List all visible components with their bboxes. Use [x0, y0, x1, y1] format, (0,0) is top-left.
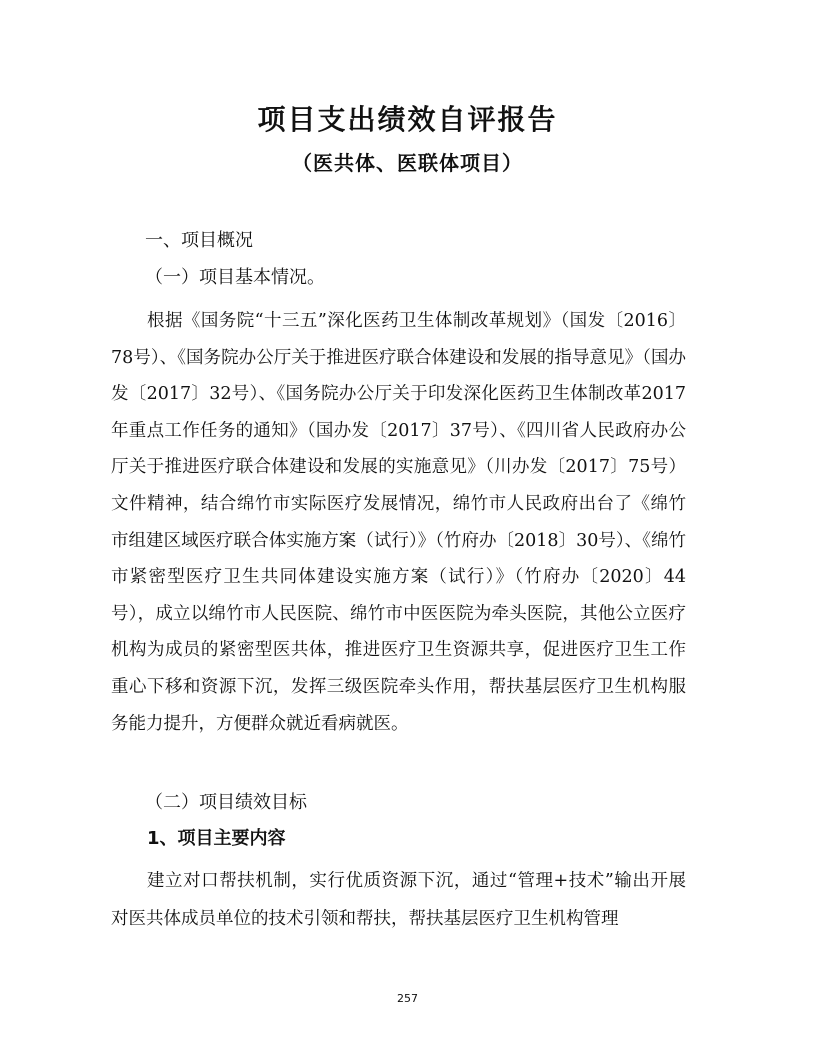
- page-number: 257: [397, 992, 418, 1005]
- report-subtitle: （医共体、医联体项目）: [292, 151, 523, 175]
- section-heading-project-overview: 一、项目概况: [145, 230, 253, 251]
- paragraph-main-content: 建立对口帮扶机制，实行优质资源下沉，通过“管理+技术”输出开展对医共体成员单位的技术引领和帮扶，帮扶基层医疗卫生机构管理: [111, 871, 686, 929]
- report-title: 项目支出绩效自评报告: [257, 103, 558, 136]
- heading-main-content: 1、项目主要内容: [147, 828, 286, 849]
- subsection-heading-basic-info: （一）项目基本情况。: [145, 267, 325, 288]
- paragraph-background: 根据《国务院“十三五”深化医药卫生体制改革规划》（国发〔2016〕78号）、《国务院办公厅关于推进医疗联合体建设和发展的指导意见》（国办发〔2017〕32号）、《国务院办公厅关于印发深化医药卫生体制改革2017年重点工作任务的通知》（国办发〔2017〕37号）、《四川省人民政府办公厅关于推进医疗联合体建设和发展的实施意见》（川办发〔2017〕75号）文件精神，结合绵竹市实际医疗发展情况，绵竹市人民政府出台了《绵竹市组建区域医疗联合体实施方案（试行）》（竹府办〔2018〕30号）、《绵竹市紧密型医疗卫生共同体建设实施方案（试行）》（竹府办〔2020〕44号），成立以绵竹市人民医院、绵竹市中医医院为牵头医院，其他公立医疗机构为成员的紧密型医共体，推进医疗卫生资源共享，促进医疗卫生工作重心下移和资源下沉，发挥三级医院牵头作用，帮扶基层医疗卫生机构服务能力提升，方便群众就近看病就医。: [111, 311, 686, 734]
- subsection-heading-performance-goals: （二）项目绩效目标: [145, 792, 307, 813]
